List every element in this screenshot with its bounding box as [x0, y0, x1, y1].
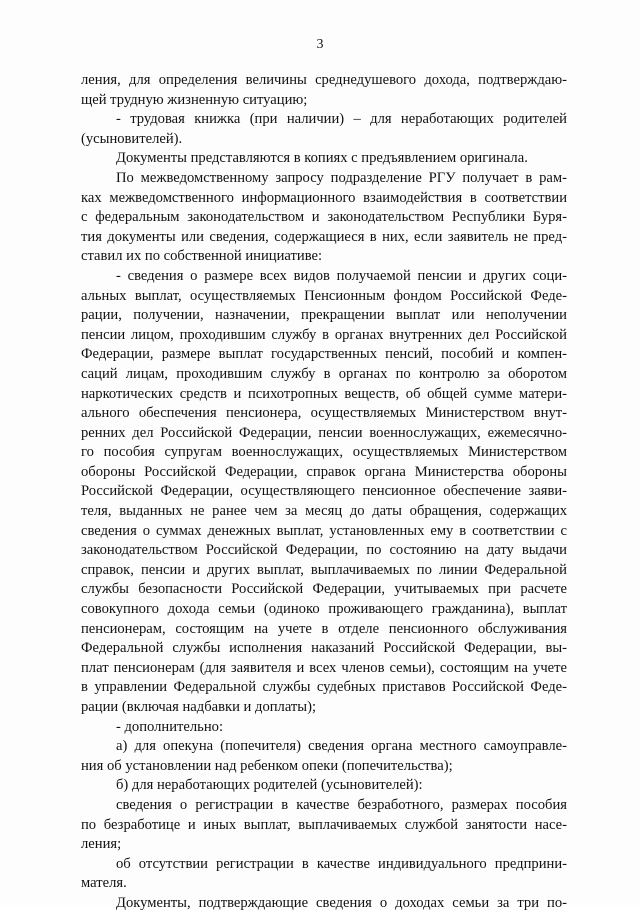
text-line: Российской Федерации, осуществляющего пенсионное обеспечение заяви- [81, 483, 567, 500]
text-line: законодательством Российской Федерации, по состоянию на дату выдачи [81, 542, 567, 559]
text-line: го пособия супругам военнослужащих, осуществляемых Министерством [81, 444, 567, 461]
text-line: наркотических средств и психотропных веществ, об общей сумме матери- [81, 385, 567, 402]
text-line: - дополнительно: [116, 718, 224, 735]
text-line: щей трудную жизненную ситуацию; [81, 91, 308, 108]
text-line: рации (включая надбавки и доплаты); [81, 699, 317, 715]
text-line: б) для неработающих родителей (усыновителей): [116, 777, 423, 794]
text-line: По межведомственному запросу подразделение РГУ получает в рам- [116, 169, 567, 186]
text-line: обороны Российской Федерации, справок органа Министерства обороны [81, 463, 567, 480]
text-line: - трудовая книжка (при наличии) – для неработающих родителей [116, 111, 567, 128]
text-line: ках межведомственного информационного взаимодействия в соответствии [81, 189, 567, 206]
text-line: мателя. [81, 875, 127, 892]
document-body [81, 71, 567, 914]
text-line: об отсутствии регистрации в качестве индивидуального предприни- [116, 855, 567, 872]
text-line: Федеральной службы исполнения наказаний Российской Федерации, вы- [81, 640, 567, 657]
text-line: пенсионерам, состоящим на учете в отделе пенсионного обслуживания [81, 620, 567, 637]
text-line: альных выплат, осуществляемых Пенсионным фондом Российской Феде- [81, 287, 567, 304]
text-line: ления; [81, 836, 122, 853]
text-line: рации, получении, назначении, прекращении выплат или неполучении [81, 307, 567, 324]
text-line: Федерации, размере выплат государственных пенсий, пособий и компен- [81, 346, 567, 363]
text-line: совокупного дохода семьи (одиноко проживающего гражданина), выплат [81, 601, 567, 618]
text-line: теля, выданных не ранее чем за месяц до даты обращения, содержащих [81, 503, 567, 520]
text-line: службы безопасности Российской Федерации, учитываемых при расчете [81, 581, 567, 598]
text-line: - сведения о размере всех видов получаемой пенсии и других соци- [116, 267, 567, 284]
text-line: Документы, подтверждающие сведения о доходах семьи за три по- [116, 894, 567, 911]
text-line: саций лицам, проходившим службу в органах по контролю за оборотом [81, 365, 567, 382]
text-line: ренних дел Российской Федерации, пенсии военнослужащих, ежемесячно- [81, 424, 567, 441]
text-line: ления, для определения величины среднедушевого дохода, подтверждаю- [81, 72, 567, 88]
text-line: с федеральным законодательством и законодательством Республики Буря- [81, 209, 567, 226]
text-line: (усыновителей). [81, 130, 183, 147]
text-line: справок, пенсии и других выплат, выплачиваемых по линии Федеральной [81, 561, 567, 578]
text-line: пенсии лицом, проходившим службу в органах внутренних дел Российской [81, 326, 567, 343]
text-line: а) для опекуна (попечителя) сведения органа местного самоуправле- [116, 738, 567, 755]
text-line: тия документы или сведения, содержащиеся в них, если заявитель не пред- [81, 228, 567, 245]
text-line: плат пенсионерам (для заявителя и всех членов семьи), состоящим на учете [81, 659, 567, 676]
text-line: по безработице и иных выплат, выплачиваемых службой занятости насе- [81, 816, 567, 833]
text-line: сведения о регистрации в качестве безработного, размерах пособия [116, 796, 567, 813]
text-line: Документы представляются в копиях с предъявлением оригинала. [116, 150, 528, 167]
text-line: сведения о суммах денежных выплат, установленных ему в соответствии с [81, 522, 567, 539]
text-line: ставил их по собственной инициативе: [81, 248, 323, 265]
text-line: ния об установлении над ребенком опеки (попечительства); [81, 757, 453, 774]
text-line: ального обеспечения пенсионера, осуществляемых Министерством внут- [81, 405, 567, 422]
text-line: в управлении Федеральной службы судебных приставов Российской Феде- [81, 679, 567, 696]
page-number: 3 [316, 37, 324, 52]
